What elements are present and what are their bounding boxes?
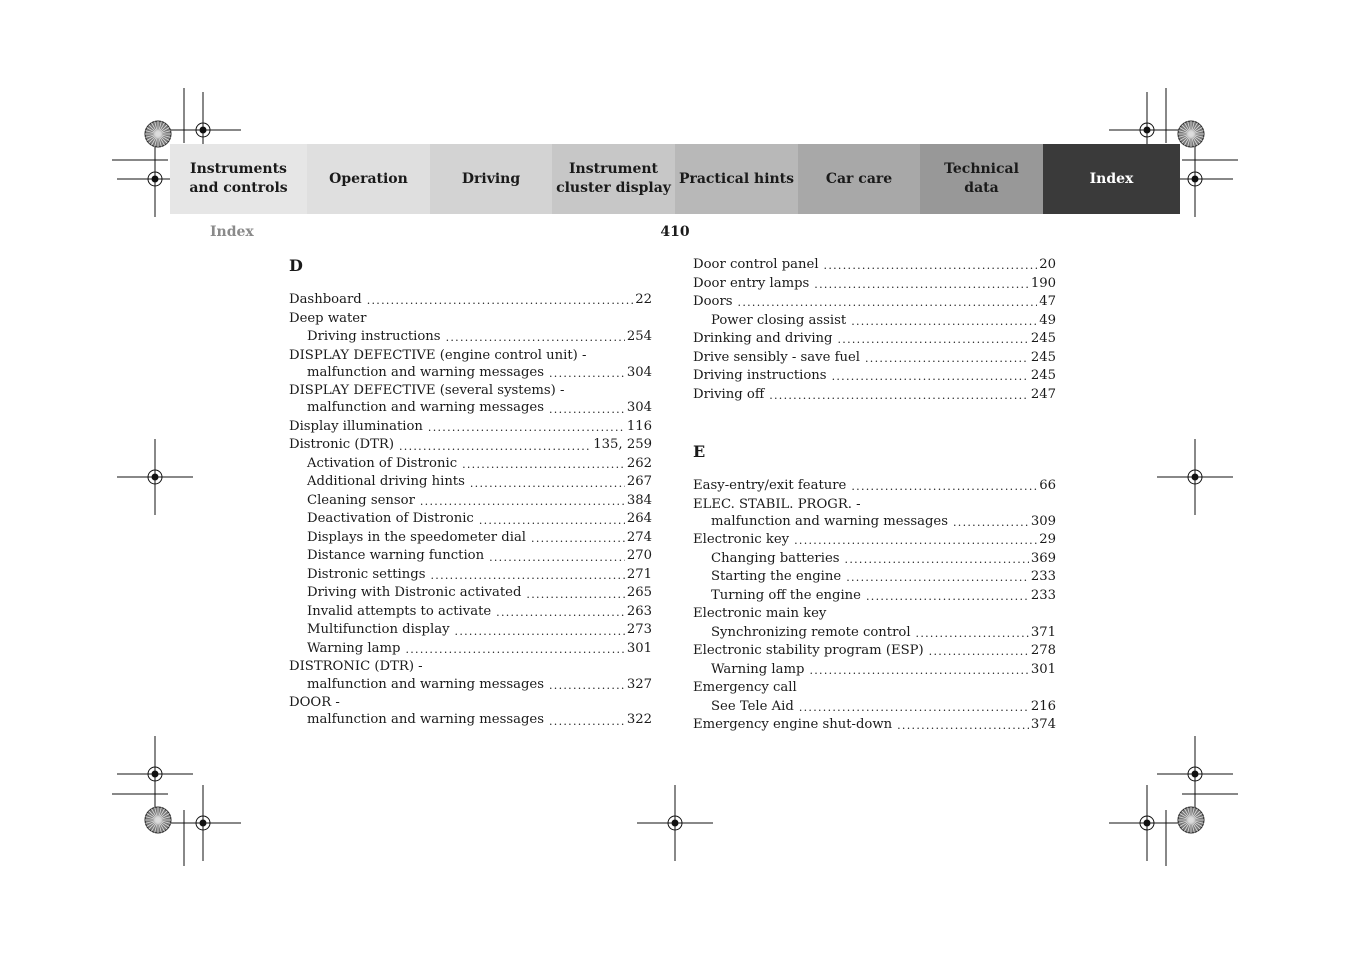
page-ref: 22 <box>635 292 652 307</box>
leader-dots <box>399 440 591 454</box>
page-ref: 271 <box>626 566 652 582</box>
index-subentry[interactable] <box>693 550 1056 567</box>
index-subentry[interactable] <box>693 587 1056 604</box>
entry-term: DISTRONIC (DTR) - <box>289 659 423 675</box>
page-ref: 278 <box>1030 643 1056 659</box>
registration-crosshair-icon <box>117 439 193 515</box>
entry-term: Driving off <box>693 386 765 402</box>
entry-term: Warning lamp <box>307 640 401 656</box>
page-ref: 265 <box>626 585 652 601</box>
entry-subterm: malfunction and warning messages <box>711 513 948 529</box>
page-number: 410 <box>660 224 690 240</box>
page-ref: 267 <box>626 474 652 490</box>
entry-term: Driving with Distronic activated <box>307 585 522 601</box>
registration-rosette-icon <box>145 121 171 147</box>
entry-term: Deactivation of Distronic <box>307 511 474 527</box>
index-entry[interactable] <box>693 349 1056 366</box>
entry-term: DOOR - <box>289 695 340 711</box>
tab-index[interactable]: Index <box>1043 144 1180 214</box>
entry-subterm: malfunction and warning messages <box>307 676 544 692</box>
page-ref: 245 <box>1030 331 1056 346</box>
leader-dots <box>549 715 625 729</box>
leader-dots <box>367 294 634 308</box>
entry-term: Electronic key <box>693 532 790 548</box>
leader-dots <box>526 588 624 602</box>
index-entry[interactable] <box>289 436 652 453</box>
entry-term: See Tele Aid <box>711 698 794 714</box>
leader-dots <box>496 606 625 620</box>
index-letter-heading: E <box>693 442 706 461</box>
entry-term: Drinking and driving <box>693 331 833 346</box>
entry-term: Displays in the speedometer dial <box>307 529 527 545</box>
entry-term: Synchronizing remote control <box>711 624 911 640</box>
leader-dots <box>845 553 1029 567</box>
entry-term: Starting the engine <box>711 569 842 585</box>
tab-operation[interactable]: Operation <box>307 144 430 214</box>
index-entry[interactable] <box>693 330 1056 347</box>
tab-car-care[interactable]: Car care <box>798 144 920 214</box>
registration-crosshair-icon <box>165 785 241 861</box>
page-ref: 301 <box>1030 661 1056 677</box>
tab-driving[interactable]: Driving <box>430 144 552 214</box>
registration-crosshair-icon <box>1157 736 1233 812</box>
page-ref: 274 <box>626 529 652 545</box>
page-ref: 116 <box>626 418 652 434</box>
index-entry[interactable] <box>693 496 1056 530</box>
section-label: Index <box>210 224 254 240</box>
index-subentry[interactable] <box>289 492 652 509</box>
index-subentry[interactable] <box>289 510 652 527</box>
page-ref: 301 <box>626 640 652 656</box>
tab-instruments-and-controls[interactable]: Instruments and controls <box>170 144 307 214</box>
registration-crosshair-icon <box>1109 785 1185 861</box>
leader-dots <box>794 534 1037 548</box>
page-ref: 270 <box>626 548 652 564</box>
page-ref: 135, 259 <box>593 437 652 453</box>
index-subentry[interactable] <box>693 624 1056 641</box>
entry-subterm: malfunction and warning messages <box>307 400 544 416</box>
page-ref: 374 <box>1030 717 1056 733</box>
leader-dots <box>405 643 624 657</box>
registration-rosette-icon <box>1178 121 1204 147</box>
leader-dots <box>769 389 1029 403</box>
leader-dots <box>953 516 1029 530</box>
entry-term: Power closing assist <box>711 312 847 328</box>
leader-dots <box>916 627 1029 641</box>
index-subentry[interactable] <box>289 473 652 490</box>
index-subentry[interactable] <box>289 529 652 546</box>
index-subentry[interactable] <box>289 328 652 345</box>
leader-dots <box>824 259 1038 273</box>
page-ref: 384 <box>626 492 652 508</box>
index-entry[interactable] <box>693 642 1056 659</box>
index-subentry[interactable] <box>289 584 652 601</box>
entry-term: Driving instructions <box>307 329 441 344</box>
index-subentry[interactable] <box>289 621 652 638</box>
index-entry[interactable] <box>289 291 652 308</box>
tab-instrument-cluster-display[interactable]: Instrument cluster display <box>552 144 675 214</box>
registration-rosette-icon <box>1178 807 1204 833</box>
registration-crosshair-icon <box>117 736 193 812</box>
index-subentry[interactable] <box>289 603 652 620</box>
leader-dots <box>430 569 624 583</box>
leader-dots <box>549 367 625 381</box>
index-letter-heading: D <box>289 256 303 275</box>
entry-term: ELEC. STABIL. PROGR. - <box>693 496 861 512</box>
page-ref: 304 <box>626 364 652 380</box>
entry-term: Cleaning sensor <box>307 492 415 508</box>
registration-rosette-icon <box>145 807 171 833</box>
index-entry[interactable] <box>289 658 652 692</box>
leader-dots <box>851 480 1037 494</box>
entry-term: Drive sensibly - save fuel <box>693 349 861 365</box>
entry-term: Dashboard <box>289 292 362 307</box>
page-ref: 263 <box>626 603 652 619</box>
index-entry-heading: Electronic main key <box>693 606 827 622</box>
page-ref: 245 <box>1030 349 1056 365</box>
leader-dots <box>738 296 1038 310</box>
entry-term: Activation of Distronic <box>307 455 458 471</box>
leader-dots <box>929 645 1029 659</box>
entry-term: DISPLAY DEFECTIVE (engine control unit) - <box>289 347 587 363</box>
entry-term: Driving instructions <box>693 368 827 383</box>
leader-dots <box>531 532 625 546</box>
leader-dots <box>470 477 625 491</box>
page-ref: 262 <box>626 455 652 471</box>
entry-term: Door entry lamps <box>693 275 810 291</box>
index-subentry[interactable] <box>289 547 652 564</box>
entry-term: Distronic (DTR) <box>289 437 394 453</box>
page-ref: 245 <box>1030 368 1056 383</box>
tab-practical-hints[interactable]: Practical hints <box>675 144 798 214</box>
index-subentry[interactable] <box>693 698 1056 715</box>
leader-dots <box>479 514 625 528</box>
index-entry-heading: Deep water <box>289 310 367 326</box>
page-ref: 309 <box>1030 513 1056 529</box>
page-ref: 264 <box>626 511 652 527</box>
entry-term: Emergency engine shut-down <box>693 717 893 733</box>
page-ref: 304 <box>626 400 652 416</box>
page-ref: 216 <box>1030 698 1056 714</box>
index-entry[interactable] <box>693 256 1056 273</box>
page-ref: 369 <box>1030 550 1056 566</box>
entry-term: Changing batteries <box>711 550 840 566</box>
page-ref: 322 <box>626 712 652 728</box>
index-subentry[interactable] <box>289 640 652 657</box>
entry-term: Multifunction display <box>307 622 450 638</box>
leader-dots <box>814 278 1029 292</box>
entry-term: Door control panel <box>693 257 819 272</box>
leader-dots <box>489 551 625 565</box>
index-entry-heading: Emergency call <box>693 680 797 696</box>
section-tab-bar <box>170 144 1180 214</box>
index-entry[interactable] <box>693 293 1056 310</box>
entry-subterm: malfunction and warning messages <box>307 712 544 728</box>
page-ref: 47 <box>1039 294 1056 309</box>
leader-dots <box>897 719 1029 733</box>
leader-dots <box>851 315 1037 329</box>
entry-term: Display illumination <box>289 418 423 434</box>
leader-dots <box>809 664 1028 678</box>
leader-dots <box>837 333 1028 347</box>
index-entry[interactable] <box>693 477 1056 494</box>
index-subentry[interactable] <box>693 568 1056 585</box>
entry-term: Turning off the engine <box>711 587 861 603</box>
registration-crosshair-icon <box>637 785 713 861</box>
page-ref: 233 <box>1030 587 1056 603</box>
leader-dots <box>549 403 625 417</box>
page-ref: 233 <box>1030 569 1056 585</box>
index-entry[interactable] <box>693 367 1056 384</box>
entry-term: Additional driving hints <box>307 474 465 490</box>
page-ref: 190 <box>1030 275 1056 291</box>
leader-dots <box>428 421 625 435</box>
leader-dots <box>846 571 1029 585</box>
page-ref: 247 <box>1030 386 1056 402</box>
leader-dots <box>549 679 625 693</box>
index-column-right <box>693 256 1056 735</box>
leader-dots <box>446 331 625 345</box>
index-subentry[interactable] <box>289 455 652 472</box>
index-entry[interactable] <box>693 386 1056 403</box>
entry-term: Invalid attempts to activate <box>307 603 492 619</box>
entry-term: Easy-entry/exit feature <box>693 478 847 493</box>
leader-dots <box>866 590 1029 604</box>
leader-dots <box>865 352 1029 366</box>
index-entry[interactable] <box>693 275 1056 292</box>
entry-term: Warning lamp <box>711 661 805 677</box>
leader-dots <box>832 370 1029 384</box>
index-entry[interactable] <box>289 694 652 728</box>
page-ref: 49 <box>1039 312 1056 328</box>
index-entry[interactable] <box>289 382 652 416</box>
tab-technical-data[interactable]: Technical data <box>920 144 1043 214</box>
page-ref: 254 <box>626 329 652 344</box>
entry-term: Distronic settings <box>307 566 426 582</box>
index-entry[interactable] <box>693 716 1056 733</box>
leader-dots <box>420 495 625 509</box>
page-ref: 273 <box>626 622 652 638</box>
entry-term: Doors <box>693 294 733 309</box>
index-subentry[interactable] <box>289 566 652 583</box>
index-column-left <box>289 256 652 730</box>
page-ref: 66 <box>1039 478 1056 493</box>
page-ref: 327 <box>626 676 652 692</box>
leader-dots <box>455 625 625 639</box>
index-subentry[interactable] <box>693 661 1056 678</box>
entry-term: Distance warning function <box>307 548 485 564</box>
entry-subterm: malfunction and warning messages <box>307 364 544 380</box>
page-ref: 29 <box>1039 532 1056 548</box>
index-entry[interactable] <box>693 531 1056 548</box>
page-ref: 20 <box>1039 257 1056 272</box>
entry-term: DISPLAY DEFECTIVE (several systems) - <box>289 383 565 399</box>
leader-dots <box>462 458 625 472</box>
index-subentry[interactable] <box>693 312 1056 329</box>
registration-crosshair-icon <box>1157 439 1233 515</box>
page-ref: 371 <box>1030 624 1056 640</box>
index-entry[interactable] <box>289 418 652 435</box>
index-entry[interactable] <box>289 347 652 381</box>
entry-term: Electronic stability program (ESP) <box>693 643 924 659</box>
leader-dots <box>799 701 1029 715</box>
